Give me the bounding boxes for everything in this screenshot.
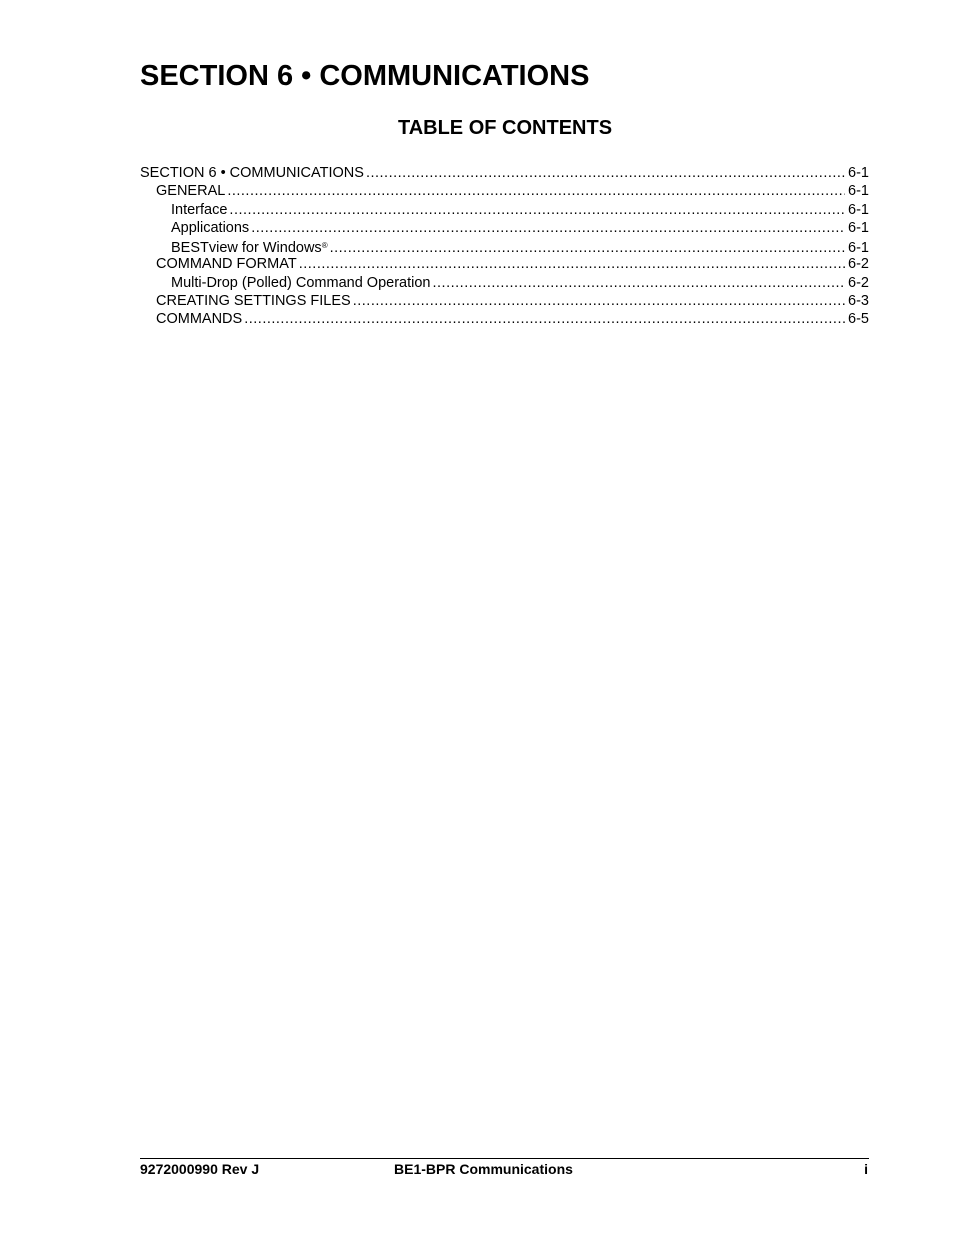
table-of-contents	[140, 164, 869, 329]
toc-leader-dots	[227, 182, 845, 200]
toc-leader-dots	[353, 292, 845, 310]
toc-entry-text	[171, 237, 328, 255]
toc-entry-text: COMMANDS	[156, 311, 243, 328]
toc-entry-creating-settings-files[interactable]	[140, 292, 869, 310]
footer-doc-title: BE1-BPR Communications	[394, 1161, 573, 1177]
toc-entry-general[interactable]	[140, 182, 869, 200]
toc-entry-command-format[interactable]	[140, 255, 869, 273]
toc-entry-applications[interactable]	[140, 219, 869, 237]
toc-leader-dots	[229, 201, 845, 219]
toc-entry-text: Applications	[171, 219, 250, 236]
toc-page-number: 6-2	[848, 274, 869, 291]
toc-leader-dots	[366, 164, 845, 182]
toc-leader-dots	[433, 274, 846, 292]
toc-page-number: 6-2	[848, 256, 869, 273]
toc-entry-text: GENERAL	[156, 183, 226, 200]
toc-page-number: 6-1	[848, 240, 869, 256]
toc-page-number: 6-1	[848, 219, 869, 236]
footer-page-number: i	[864, 1161, 868, 1177]
toc-leader-dots	[299, 255, 845, 273]
toc-entry-text: Multi-Drop (Polled) Command Operation	[171, 274, 431, 291]
footer-divider	[140, 1158, 869, 1159]
toc-heading: TABLE OF CONTENTS	[397, 117, 613, 139]
toc-leader-dots	[244, 310, 845, 328]
toc-leader-dots	[330, 239, 845, 255]
toc-entry-commands[interactable]	[140, 310, 869, 328]
page-title: SECTION 6 • COMMUNICATIONS	[140, 60, 590, 92]
page-footer	[140, 1161, 869, 1179]
toc-page-number: 6-1	[848, 201, 869, 218]
toc-entry-section-6[interactable]	[140, 164, 869, 182]
toc-entry-text: COMMAND FORMAT	[156, 256, 297, 273]
toc-entry-interface[interactable]	[140, 201, 869, 219]
toc-entry-bestview[interactable]	[140, 237, 869, 255]
toc-page-number: 6-1	[848, 183, 869, 200]
toc-entry-text: Interface	[171, 201, 228, 218]
toc-leader-dots	[251, 219, 845, 237]
toc-entry-label: BESTview for Windows	[171, 240, 322, 256]
toc-entry-multi-drop[interactable]	[140, 274, 869, 292]
registered-mark: ®	[321, 241, 328, 251]
toc-page-number: 6-5	[848, 311, 869, 328]
toc-entry-text: SECTION 6 • COMMUNICATIONS	[140, 165, 364, 181]
toc-entry-text: CREATING SETTINGS FILES	[156, 293, 351, 310]
footer-doc-number: 9272000990 Rev J	[140, 1161, 260, 1177]
toc-page-number: 6-1	[848, 165, 869, 181]
toc-page-number: 6-3	[848, 293, 869, 310]
